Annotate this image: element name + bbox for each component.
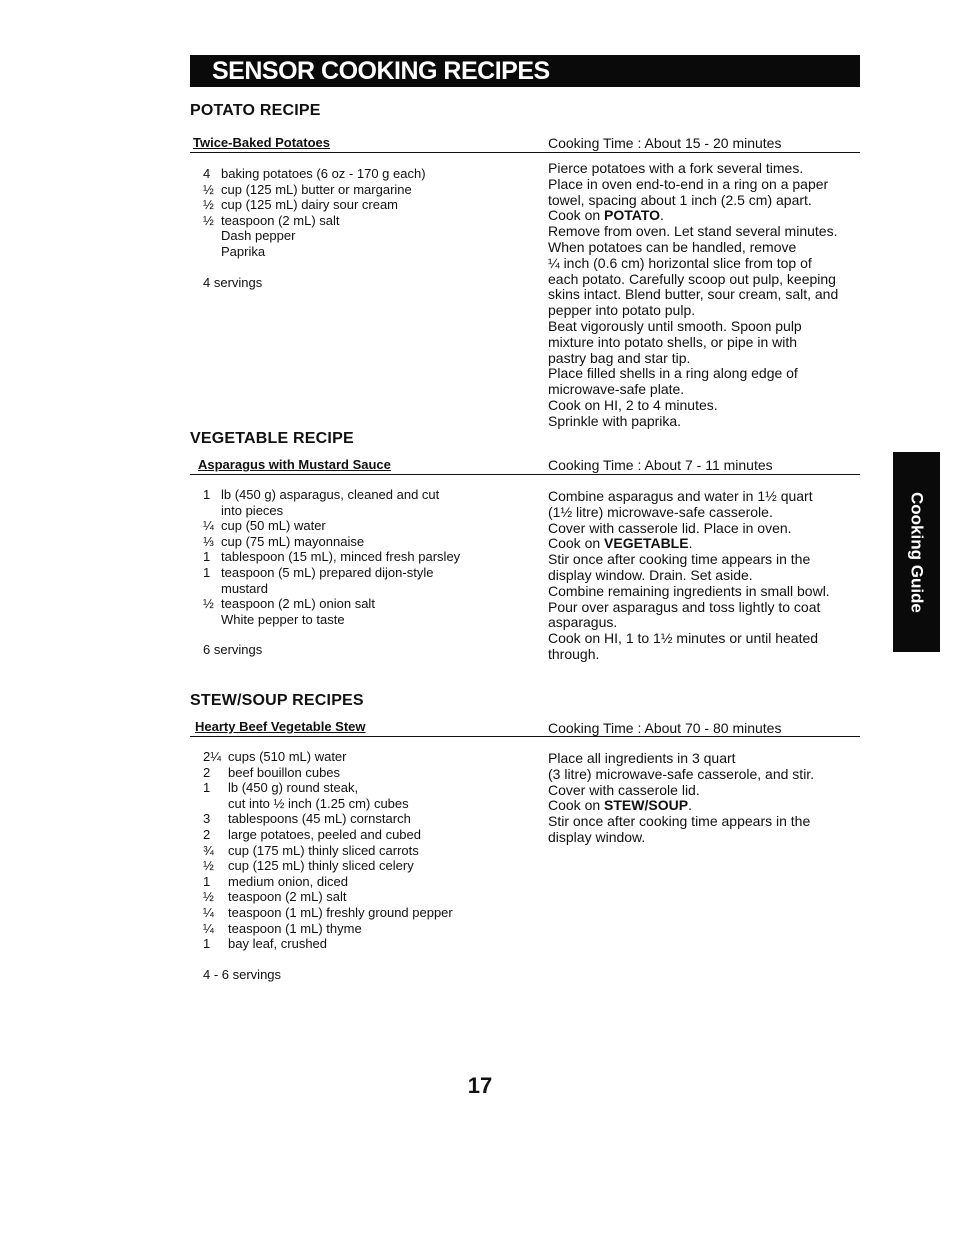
ingredient-item <box>203 549 523 565</box>
ingredient-text: cups (510 mL) water <box>228 749 347 764</box>
direction-line <box>548 751 860 767</box>
direction-text: through. <box>548 645 600 662</box>
side-tab <box>893 452 940 652</box>
ingredient-text: teaspoon (1 mL) freshly ground pepper <box>228 904 453 920</box>
direction-text: Cover with casserole lid. Place in oven. <box>548 519 792 536</box>
direction-text: pastry bag and star tip. <box>548 349 691 366</box>
ingredient-item <box>203 518 523 534</box>
ingredient-quantity: ½ <box>203 197 214 213</box>
ingredient-item <box>203 827 523 843</box>
recipe-name-stew: Hearty Beef Vegetable Stew <box>195 719 366 734</box>
direction-line <box>548 521 860 537</box>
ingredient-item <box>203 905 523 921</box>
ingredient-item <box>203 487 523 503</box>
direction-text: Cook on <box>548 207 605 224</box>
direction-text: towel, spacing about 1 inch (2.5 cm) apart. <box>548 191 812 208</box>
direction-line <box>548 272 860 288</box>
direction-line <box>548 631 860 647</box>
direction-text: Combine remaining ingredients in small bowl. <box>548 582 830 599</box>
direction-line <box>548 382 860 398</box>
ingredient-quantity: 1 <box>203 487 211 502</box>
ingredient-text: teaspoon (5 mL) prepared dijon-style <box>221 564 434 580</box>
direction-text: display window. Drain. Set aside. <box>548 566 753 583</box>
ingredient-item <box>203 874 523 890</box>
direction-line <box>548 366 860 382</box>
direction-line <box>548 584 860 600</box>
direction-text: display window. <box>548 828 646 845</box>
section-title-vegetable: VEGETABLE RECIPE <box>190 430 354 447</box>
direction-line <box>548 814 860 830</box>
direction-text: Place in oven end-to-end in a ring on a paper <box>548 175 829 192</box>
ingredient-item <box>203 596 523 612</box>
direction-line <box>548 240 860 256</box>
direction-text: Remove from oven. Let stand several minutes. <box>548 223 838 240</box>
ingredient-text: lb (450 g) round steak, <box>228 780 359 796</box>
ingredient-text: teaspoon (2 mL) salt <box>221 212 340 228</box>
ingredient-quantity <box>203 612 221 628</box>
direction-text: Sprinkle with paprika. <box>548 412 682 429</box>
ingredient-quantity: ½ <box>203 212 214 228</box>
cooking-time-stew: Cooking Time : About 70 - 80 minutes <box>548 720 782 736</box>
direction-line: Cook on POTATO. <box>548 207 664 224</box>
ingredient-quantity: 4 <box>203 166 211 181</box>
ingredient-quantity: 1 <box>203 780 211 796</box>
ingredient-quantity: ½ <box>203 181 214 197</box>
direction-line <box>548 783 860 799</box>
direction-line <box>548 414 860 430</box>
direction-line <box>548 335 860 351</box>
sensor-setting: VEGETABLE <box>604 535 689 552</box>
ingredient-quantity: 1 <box>203 564 211 580</box>
direction-line <box>548 177 860 193</box>
section-title-potato: POTATO RECIPE <box>190 102 321 119</box>
direction-text: (1½ litre) microwave-safe casserole. <box>548 503 773 520</box>
direction-line <box>548 303 860 319</box>
divider-rule <box>190 152 860 153</box>
ingredient-continuation: into pieces <box>221 502 284 518</box>
direction-text: (3 litre) microwave-safe casserole, and stir. <box>548 765 815 782</box>
direction-line <box>548 568 860 584</box>
ingredient-text: teaspoon (1 mL) thyme <box>228 920 362 936</box>
servings-text: 6 servings <box>203 642 263 658</box>
direction-text: Cook on HI, 1 to 1½ minutes or until heated <box>548 630 819 647</box>
ingredient-quantity: ¾ <box>203 842 214 858</box>
direction-text: Cook on <box>548 797 605 814</box>
ingredient-item <box>203 166 523 182</box>
ingredient-text: cup (50 mL) water <box>221 518 326 534</box>
ingredient-quantity: 2 <box>203 826 211 842</box>
direction-line <box>548 319 860 335</box>
ingredient-list-vegetable <box>203 487 523 658</box>
ingredient-text: tablespoons (45 mL) cornstarch <box>228 811 411 827</box>
ingredient-quantity: ¼ <box>203 518 214 534</box>
recipe-name-vegetable: Asparagus with Mustard Sauce <box>198 457 391 472</box>
sensor-setting: STEW/SOUP <box>604 797 689 814</box>
direction-line <box>548 161 860 177</box>
servings-text: 4 - 6 servings <box>203 966 282 982</box>
direction-line <box>548 193 860 209</box>
ingredient-quantity <box>203 244 221 260</box>
ingredient-quantity <box>203 228 221 244</box>
page-banner: SENSOR COOKING RECIPES <box>190 55 860 87</box>
ingredient-quantity: ½ <box>203 596 214 612</box>
ingredient-item <box>203 780 523 796</box>
direction-text: asparagus. <box>548 614 618 631</box>
sensor-setting: POTATO <box>604 207 661 224</box>
direction-text: ¼ inch (0.6 cm) horizontal slice from top of <box>548 254 812 271</box>
direction-text: Stir once after cooking time appears in the <box>548 551 811 568</box>
ingredient-item <box>203 765 523 781</box>
ingredient-text: lb (450 g) asparagus, cleaned and cut <box>221 487 440 502</box>
direction-text: Place filled shells in a ring along edge of <box>548 365 798 382</box>
direction-line: Cook on VEGETABLE. <box>548 535 693 552</box>
ingredient-text: Dash pepper <box>221 228 296 244</box>
ingredient-item <box>203 936 523 952</box>
ingredient-item <box>203 244 523 260</box>
direction-line: Cook on STEW/SOUP. <box>548 797 692 814</box>
ingredient-text: beef bouillon cubes <box>228 764 341 780</box>
ingredient-list-potato <box>203 166 523 290</box>
recipe-name-potato: Twice-Baked Potatoes <box>193 135 331 150</box>
direction-text: Pierce potatoes with a fork several times. <box>548 160 804 176</box>
divider-rule <box>190 474 860 475</box>
ingredient-quantity: ½ <box>203 889 214 905</box>
ingredient-text: cup (125 mL) thinly sliced celery <box>228 858 414 874</box>
direction-line <box>548 224 860 240</box>
ingredient-quantity: ½ <box>203 858 214 874</box>
ingredient-item <box>203 197 523 213</box>
direction-text: When potatoes can be handled, remove <box>548 238 797 255</box>
ingredient-quantity: 1 <box>203 873 211 889</box>
direction-text: Stir once after cooking time appears in the <box>548 813 811 830</box>
direction-text: microwave-safe plate. <box>548 381 685 398</box>
direction-text: Place all ingredients in 3 quart <box>548 750 736 766</box>
ingredient-text: White pepper to taste <box>221 611 345 627</box>
direction-line <box>548 398 860 414</box>
direction-line <box>548 351 860 367</box>
ingredient-quantity: 3 <box>203 811 211 827</box>
cooking-time-vegetable: Cooking Time : About 7 - 11 minutes <box>548 457 773 473</box>
ingredient-quantity: 2 <box>203 764 211 780</box>
page-number: 17 <box>467 1073 493 1098</box>
direction-line <box>548 600 860 616</box>
ingredient-quantity: 2¼ <box>203 749 222 764</box>
ingredient-text: cup (75 mL) mayonnaise <box>221 533 365 549</box>
direction-line <box>548 552 860 568</box>
ingredient-text: cup (125 mL) butter or margarine <box>221 181 412 197</box>
ingredient-item <box>203 921 523 937</box>
direction-line <box>548 830 860 846</box>
ingredient-text: bay leaf, crushed <box>228 936 328 952</box>
divider-rule <box>190 736 860 737</box>
direction-text: Cook on HI, 2 to 4 minutes. <box>548 396 718 413</box>
direction-line <box>548 287 860 303</box>
direction-text: Combine asparagus and water in 1½ quart <box>548 488 813 504</box>
section-title-stew: STEW/SOUP RECIPES <box>190 692 364 709</box>
ingredient-quantity: ¼ <box>203 920 214 936</box>
ingredient-item <box>203 213 523 229</box>
directions-stew <box>548 751 860 846</box>
ingredient-item <box>203 182 523 198</box>
directions-vegetable <box>548 489 860 663</box>
ingredient-text: tablespoon (15 mL), minced fresh parsley <box>221 549 461 565</box>
direction-text: each potato. Carefully scoop out pulp, keeping <box>548 270 836 287</box>
direction-text: Pour over asparagus and toss lightly to coat <box>548 598 821 615</box>
ingredient-list-stew <box>203 749 523 982</box>
direction-line <box>548 489 860 505</box>
ingredient-item <box>203 534 523 550</box>
direction-text: skins intact. Blend butter, sour cream, salt, and <box>548 286 839 303</box>
cooking-time-potato: Cooking Time : About 15 - 20 minutes <box>548 135 782 151</box>
servings-text: 4 servings <box>203 274 263 290</box>
ingredient-text: Paprika <box>221 243 266 259</box>
ingredient-text: cup (125 mL) dairy sour cream <box>221 197 399 213</box>
direction-text: Cover with casserole lid. <box>548 781 700 798</box>
ingredient-item <box>203 612 523 628</box>
direction-text: Beat vigorously until smooth. Spoon pulp <box>548 317 802 334</box>
direction-text: mixture into potato shells, or pipe in with <box>548 333 798 350</box>
direction-line <box>548 767 860 783</box>
ingredient-item <box>203 811 523 827</box>
ingredient-quantity: 1 <box>203 549 211 565</box>
ingredient-quantity: ¼ <box>203 904 214 920</box>
ingredient-text: teaspoon (2 mL) salt <box>228 889 347 905</box>
directions-potato <box>548 161 860 430</box>
ingredient-item <box>203 565 523 581</box>
ingredient-item <box>203 228 523 244</box>
ingredient-continuation: cut into ½ inch (1.25 cm) cubes <box>228 795 409 811</box>
direction-line <box>548 647 860 663</box>
ingredient-text: cup (175 mL) thinly sliced carrots <box>228 842 419 858</box>
side-tab-label: Cooking Guide <box>907 491 927 613</box>
ingredient-item <box>203 749 523 765</box>
direction-text: Cook on <box>548 535 605 552</box>
ingredient-continuation: mustard <box>221 580 268 596</box>
ingredient-text: baking potatoes (6 oz - 170 g each) <box>221 166 426 181</box>
direction-text: pepper into potato pulp. <box>548 302 696 319</box>
direction-line <box>548 615 860 631</box>
ingredient-quantity: 1 <box>203 936 211 952</box>
ingredient-text: medium onion, diced <box>228 873 348 889</box>
direction-line <box>548 505 860 521</box>
ingredient-text: teaspoon (2 mL) onion salt <box>221 596 375 612</box>
ingredient-item <box>203 843 523 859</box>
ingredient-item <box>203 889 523 905</box>
ingredient-item <box>203 858 523 874</box>
direction-line <box>548 256 860 272</box>
ingredient-quantity: ⅓ <box>203 533 214 549</box>
ingredient-text: large potatoes, peeled and cubed <box>228 826 421 842</box>
